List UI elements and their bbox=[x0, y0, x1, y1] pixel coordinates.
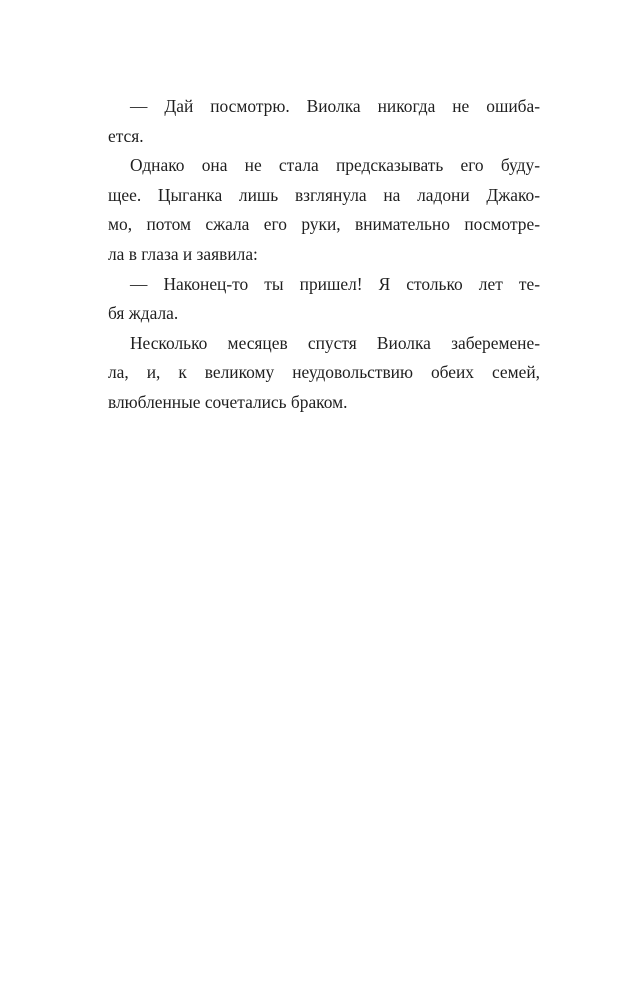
text-line: ла в глаза и заявила: bbox=[108, 243, 258, 264]
text-line: Однако она не стала предсказывать его буду- bbox=[130, 155, 540, 176]
text-line: щее. Цыганка лишь взглянула на ладони Джако- bbox=[108, 184, 540, 205]
paragraph-1 bbox=[108, 92, 540, 151]
text-line: — Наконец-то ты пришел! Я столько лет те- bbox=[130, 273, 540, 294]
text-line: мо, потом сжала его руки, внимательно посмотре- bbox=[108, 214, 540, 235]
text-line: ется. bbox=[108, 125, 144, 146]
body-text bbox=[108, 92, 540, 418]
text-line: бя ждала. bbox=[108, 303, 179, 324]
paragraph-2 bbox=[108, 151, 540, 269]
text-line: влюбленные сочетались браком. bbox=[108, 391, 348, 412]
paragraph-3 bbox=[108, 270, 540, 329]
text-line: ла, и, к великому неудовольствию обеих семей, bbox=[108, 362, 540, 383]
paragraph-4 bbox=[108, 329, 540, 418]
text-line: — Дай посмотрю. Виолка никогда не ошиба- bbox=[130, 96, 540, 116]
text-line: Несколько месяцев спустя Виолка забеременe- bbox=[130, 332, 540, 353]
